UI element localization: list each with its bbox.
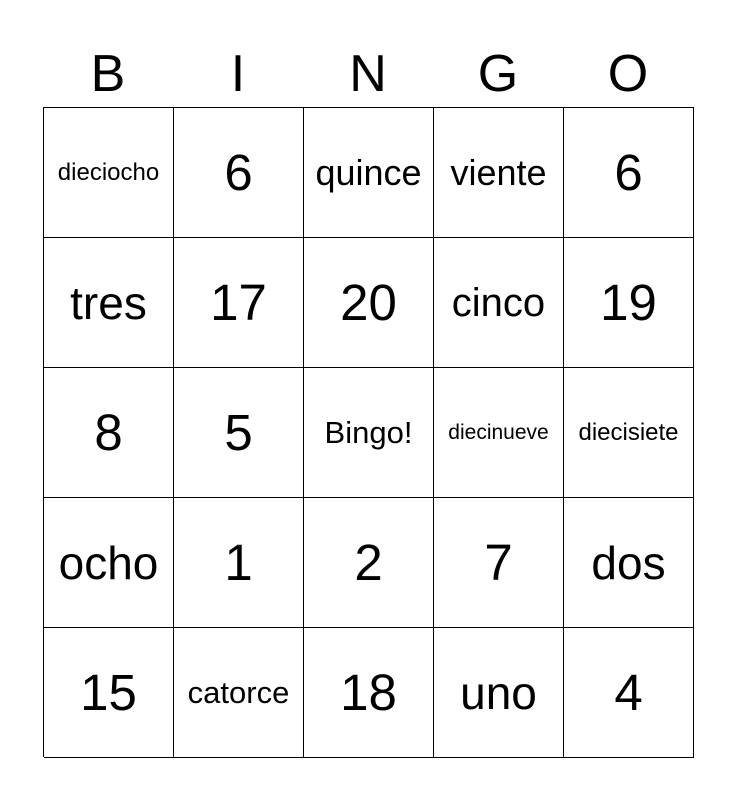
bingo-cell: 7 (434, 498, 564, 628)
bingo-cell: 18 (304, 628, 434, 758)
header-letter-i: I (230, 45, 246, 103)
header-letter-g: G (477, 45, 519, 103)
bingo-cell: dos (564, 498, 694, 628)
bingo-cell: tres (44, 238, 174, 368)
bingo-cell: 5 (174, 368, 304, 498)
header-letter-o: O (607, 45, 649, 103)
bingo-header (43, 42, 693, 106)
bingo-cell: catorce (174, 628, 304, 758)
bingo-cell: diecisiete (564, 368, 694, 498)
bingo-cell: ocho (44, 498, 174, 628)
bingo-cell: cinco (434, 238, 564, 368)
bingo-cell: 17 (174, 238, 304, 368)
bingo-cell: 6 (564, 108, 694, 238)
bingo-cell: 4 (564, 628, 694, 758)
bingo-cell: 15 (44, 628, 174, 758)
bingo-cell: 8 (44, 368, 174, 498)
header-letter-n: N (349, 45, 387, 103)
bingo-cell: 20 (304, 238, 434, 368)
bingo-cell: 2 (304, 498, 434, 628)
bingo-free-cell: Bingo! (304, 368, 434, 498)
bingo-cell: quince (304, 108, 434, 238)
bingo-grid (43, 107, 694, 757)
bingo-cell: 1 (174, 498, 304, 628)
bingo-cell: viente (434, 108, 564, 238)
bingo-cell: uno (434, 628, 564, 758)
bingo-cell: dieciocho (44, 108, 174, 238)
header-letter-b: B (90, 45, 126, 103)
bingo-cell: 19 (564, 238, 694, 368)
bingo-cell: diecinueve (434, 368, 564, 498)
bingo-cell: 6 (174, 108, 304, 238)
